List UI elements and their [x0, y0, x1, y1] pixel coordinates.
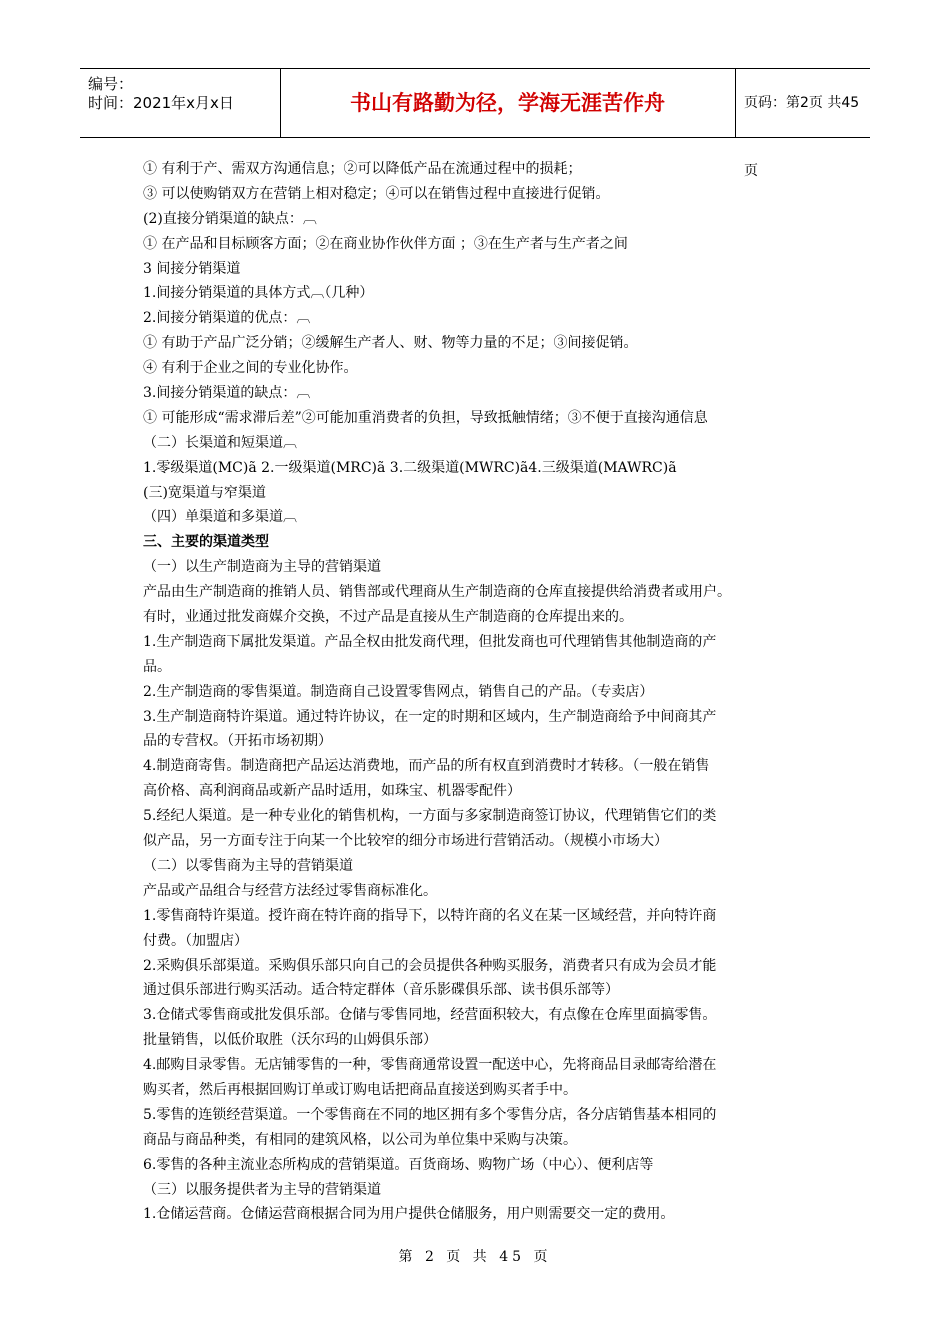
header-page-info: 页码：第2页 共45页 [744, 95, 860, 179]
text-line: 3 间接分销渠道 [143, 260, 241, 277]
text-line: 1.零级渠道(MC)ã 2.一级渠道(MRC)ã 3.二级渠道(MWRC)ã4.三级渠道(MAWRC)ã [143, 459, 677, 476]
text-line: 6.零售的各种主流业态所构成的营销渠道。百货商场、购物广场（中心）、便利店等 [143, 1156, 654, 1173]
text-line: 付费。（加盟店） [143, 932, 248, 949]
text-line: 1.零售商特许渠道。授许商在特许商的指导下，以特许商的名义在某一区域经营，并向特许商 [143, 907, 717, 924]
section-heading: 三、主要的渠道类型 [143, 534, 269, 551]
text-line: 3.间接分销渠道的缺点：︹ [143, 385, 311, 402]
text-line: 品的专营权。（开拓市场初期） [143, 733, 332, 750]
text-line: 4.制造商寄售。制造商把产品运达消费地，而产品的所有权直到消费时才转移。（一般在销售 [143, 758, 710, 775]
text-line: 品。 [143, 658, 171, 675]
header-meta [80, 69, 281, 137]
text-line: 1.仓储运营商。仓储运营商根据合同为用户提供仓储服务，用户则需要交一定的费用。 [143, 1206, 675, 1223]
text-line: 4.邮购目录零售。无店铺零售的一种，零售商通常设置一配送中心，先将商品目录邮寄给潜在 [143, 1057, 717, 1074]
text-line: 商品与商品种类，有相同的建筑风格，以公司为单位集中采购与决策。 [143, 1131, 577, 1148]
page-footer: 第 2 页 共 45 页 [398, 1249, 552, 1265]
text-line: ④ 有利于企业之间的专业化协作。 [143, 360, 358, 377]
text-line: ③ 可以使购销双方在营销上相对稳定；④可以在销售过程中直接进行促销。 [143, 185, 610, 202]
text-line: （二）以零售商为主导的营销渠道 [143, 857, 353, 874]
text-line: 批量销售，以低价取胜（沃尔玛的山姆俱乐部） [143, 1032, 437, 1049]
document-body [143, 157, 813, 1227]
text-line: ① 在产品和目标顾客方面；②在商业协作伙伴方面 ；③在生产者与生产者之间 [143, 235, 628, 252]
text-line: ① 可能形成“需求滞后差”②可能加重消费者的负担，导致抵触情绪；③不便于直接沟通信息 [143, 409, 708, 426]
text-line: ① 有助于产品广泛分销；②缓解生产者人、财、物等力量的不足；③间接促销。 [143, 335, 638, 352]
text-line: (2)直接分销渠道的缺点：︹ [143, 210, 317, 227]
text-line: 产品由生产制造商的推销人员、销售部或代理商从生产制造商的仓库直接提供给消费者或用户。 [143, 584, 731, 601]
text-line: 高价格、高利润商品或新产品时适用，如珠宝、机器零配件） [143, 783, 521, 800]
text-line: 2.采购俱乐部渠道。采购俱乐部只向自己的会员提供各种购买服务，消费者只有成为会员才能 [143, 957, 717, 974]
text-line: 似产品，另一方面专注于向某一个比较窄的细分市场进行营销活动。（规模小市场大） [143, 833, 668, 850]
header-motto: 书山有路勤为径，学海无涯苦作舟 [280, 69, 736, 137]
doc-number-label: 编号： [88, 75, 134, 93]
text-line: 1.间接分销渠道的具体方式︹（几种） [143, 285, 374, 302]
text-line: 2.间接分销渠道的优点：︹ [143, 310, 311, 327]
text-line: （四）单渠道和多渠道︹ [143, 509, 297, 526]
text-line: 产品或产品组合与经营方法经过零售商标准化。 [143, 882, 437, 899]
text-line: 1.生产制造商下属批发渠道。产品全权由批发商代理，但批发商也可代理销售其他制造商的产 [143, 633, 717, 650]
text-line: 3.仓储式零售商或批发俱乐部。仓储与零售同地，经营面积较大，有点像在仓库里面搞零售。 [143, 1007, 717, 1024]
doc-date: 时间：2021年x月x日 [88, 94, 234, 112]
text-line: 3.生产制造商特许渠道。通过特许协议，在一定的时期和区域内，生产制造商给予中间商其产 [143, 708, 717, 725]
text-line: ① 有利于产、需双方沟通信息；②可以降低产品在流通过程中的损耗； [143, 161, 582, 177]
text-line: （二）长渠道和短渠道︹ [143, 434, 297, 451]
text-line: 2.生产制造商的零售渠道。制造商自己设置零售网点，销售自己的产品。（专卖店） [143, 683, 654, 700]
text-line: （三）以服务提供者为主导的营销渠道 [143, 1181, 381, 1198]
text-line: 5.零售的连锁经营渠道。一个零售商在不同的地区拥有多个零售分店，各分店销售基本相同的 [143, 1106, 717, 1123]
text-line: （一）以生产制造商为主导的营销渠道 [143, 559, 381, 576]
text-line: 有时，业通过批发商媒介交换，不过产品是直接从生产制造商的仓库提出来的。 [143, 609, 633, 626]
text-line: 购买者，然后再根据回购订单或订购电话把商品直接送到购买者手中。 [143, 1081, 577, 1098]
text-line: 通过俱乐部进行购买活动。适合特定群体（音乐影碟俱乐部、读书俱乐部等） [143, 982, 619, 999]
text-line: (三)宽渠道与窄渠道 [143, 484, 266, 501]
text-line: 5.经纪人渠道。是一种专业化的销售机构，一方面与多家制造商签订协议，代理销售它们的类 [143, 808, 717, 825]
